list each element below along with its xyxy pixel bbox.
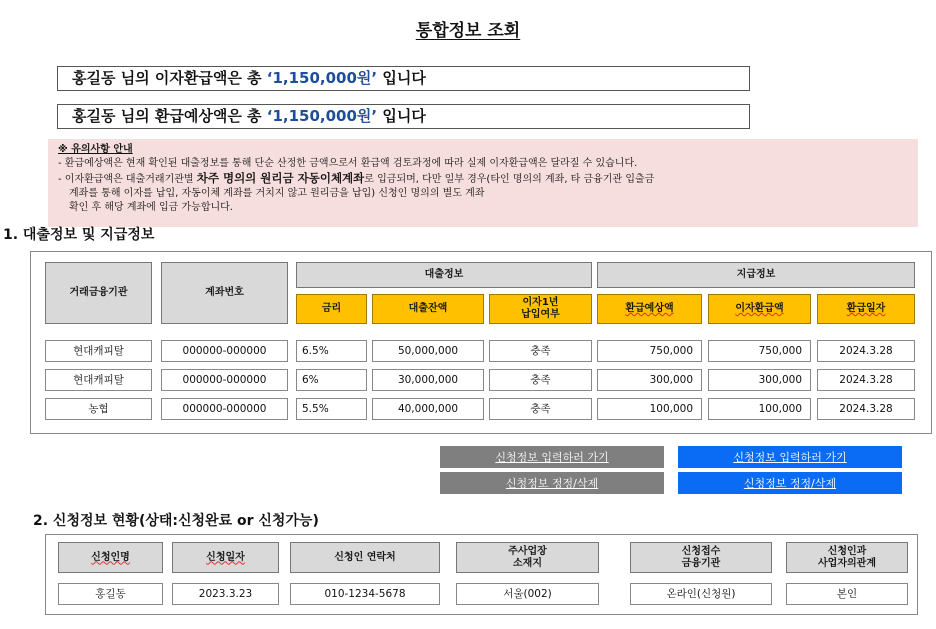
header-balance: 대출잔액 [372, 294, 484, 324]
cell-refund-date: 2024.3.28 [817, 340, 915, 362]
cell-applicant-name: 홍길동 [58, 583, 163, 605]
cell-relation: 본인 [786, 583, 908, 605]
cell-interest-refund: 100,000 [708, 398, 811, 420]
summary-text: 홍길동 님의 이자환급액은 총 [72, 69, 267, 87]
expected-refund-summary [57, 104, 750, 129]
cell-address: 서울(002) [456, 583, 599, 605]
summary-suffix: 입니다 [377, 107, 426, 125]
notice-line: 확인 후 해당 계좌에 입금 가능합니다. [69, 202, 233, 213]
cell-institution: 농협 [45, 398, 152, 420]
page-title: 통합정보 조회 [415, 21, 521, 41]
notice-title: ※ 유의사항 안내 [58, 144, 133, 155]
summary-text: 홍길동 님의 환급예상액은 총 [72, 107, 267, 125]
cell-expected-refund: 100,000 [597, 398, 702, 420]
cell-refund-date: 2024.3.28 [817, 369, 915, 391]
apply-status-table [45, 534, 918, 615]
section-title-apply: 2. 신청정보 현황(상태:신청완료 or 신청가능) [33, 513, 319, 529]
apply-info-input-button-gray[interactable]: 신청정보 입력하러 가기 [440, 446, 664, 468]
header-channel: 신청접수 금융기관 [630, 542, 772, 573]
notice-line: - 이자환급액은 대출거래기관별 차주 명의의 원리금 자동이체계좌로 입금되며, 다만 일부 경우(타인 명의의 계좌, 타 금융기관 입출금 [58, 171, 655, 185]
notice-line: 계좌를 통해 이자를 납입, 자동이체 계좌를 거치지 않고 원리금을 납입) 신청인 명의의 별도 계좌 [69, 188, 485, 199]
header-interest-refund: 이자환급액 [708, 294, 811, 324]
cell-interest-paid: 충족 [489, 340, 592, 362]
section-title-loan: 1. 대출정보 및 지급정보 [3, 227, 155, 243]
cell-apply-date: 2023.3.23 [172, 583, 279, 605]
cell-rate: 6.5% [296, 340, 367, 362]
interest-refund-summary [57, 66, 750, 91]
apply-info-edit-button-gray[interactable]: 신청정보 정정/삭제 [440, 472, 664, 494]
summary-amount: ‘1,150,000원’ [266, 107, 378, 125]
header-applicant-name: 신청인명 [58, 542, 163, 573]
notice-box [48, 139, 918, 227]
cell-expected-refund: 750,000 [597, 340, 702, 362]
header-interest-paid: 이자1년 납입여부 [489, 294, 592, 324]
apply-info-edit-button[interactable]: 신청정보 정정/삭제 [678, 472, 902, 494]
apply-info-input-button[interactable]: 신청정보 입력하러 가기 [678, 446, 902, 468]
header-contact: 신청인 연락처 [290, 542, 440, 573]
header-loan-group: 대출정보 [296, 262, 592, 288]
cell-account: 000000-000000 [161, 340, 288, 362]
cell-contact: 010-1234-5678 [290, 583, 440, 605]
header-rate: 금리 [296, 294, 367, 324]
header-relation: 신청인과 사업자의관계 [786, 542, 908, 573]
cell-account: 000000-000000 [161, 398, 288, 420]
summary-suffix: 입니다 [377, 69, 426, 87]
header-account: 계좌번호 [161, 262, 288, 324]
cell-refund-date: 2024.3.28 [817, 398, 915, 420]
cell-expected-refund: 300,000 [597, 369, 702, 391]
cell-account: 000000-000000 [161, 369, 288, 391]
cell-institution: 현대캐피탈 [45, 369, 152, 391]
header-institution: 거래금융기관 [45, 262, 152, 324]
cell-interest-refund: 750,000 [708, 340, 811, 362]
header-expected-refund: 환급예상액 [597, 294, 702, 324]
cell-balance: 30,000,000 [372, 369, 484, 391]
cell-interest-refund: 300,000 [708, 369, 811, 391]
notice-line: - 환급예상액은 현재 확인된 대출정보를 통해 단순 산정한 금액으로서 환급액 검토과정에 따라 실제 이자환급액은 달라질 수 있습니다. [58, 158, 638, 169]
cell-balance: 40,000,000 [372, 398, 484, 420]
cell-institution: 현대캐피탈 [45, 340, 152, 362]
summary-amount: ‘1,150,000원’ [266, 69, 378, 87]
cell-channel: 온라인(신청원) [630, 583, 772, 605]
cell-interest-paid: 충족 [489, 369, 592, 391]
header-payment-group: 지급정보 [597, 262, 915, 288]
header-apply-date: 신청일자 [172, 542, 279, 573]
loan-info-table [30, 251, 932, 434]
cell-interest-paid: 충족 [489, 398, 592, 420]
header-address: 주사업장 소재지 [456, 542, 599, 573]
cell-rate: 5.5% [296, 398, 367, 420]
cell-rate: 6% [296, 369, 367, 391]
header-refund-date: 환급일자 [817, 294, 915, 324]
cell-balance: 50,000,000 [372, 340, 484, 362]
